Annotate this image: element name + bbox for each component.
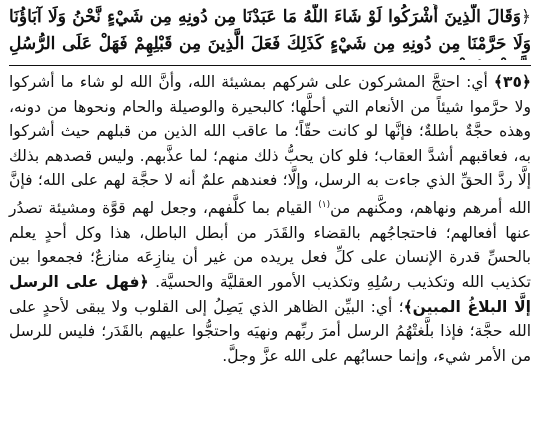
verse-open-bracket: ﴿: [521, 7, 531, 27]
separator-rule: [9, 65, 531, 66]
commentary-part-2: القيام بما كلَّفهم، وجعل لهم قوَّة ومشيئة تصدُر عنها أفعالهم؛ فاحتجاجُهم بالقضاء والقَدَر من أبطل الباطل، هذا وكل أحدٍ يعلم بالحسِّ قدرة الإنسان على كلِّ فعل يريده من غير أن ينازِعَه منازعٌ؛ فجمعوا بين تكذيب الله وتكذيب رسُلِهِ وتكذيب الأمور العقليَّة والحسيَّة.: [9, 199, 531, 291]
commentary-text: [9, 70, 531, 368]
quoted-verse: ﴿فهل على الرسل إلَّا البلاغُ المبين﴾: [9, 272, 531, 316]
verse-text: وَقَالَ الَّذِينَ أَشْرَكُوا لَوْ شَاءَ اللَّهُ مَا عَبَدْنَا مِن دُونِهِ مِن شَيْءٍ نَّحْنُ وَلَا آبَاؤُنَا وَلَا حَرَّمْنَا مِن دُونِهِ مِن شَيْءٍ كَذَلِكَ فَعَلَ الَّذِينَ مِن قَبْلِهِمْ فَهَلْ عَلَى الرُّسُلِ: [9, 7, 531, 54]
quran-verse: [9, 4, 531, 60]
footnote-marker: (١): [318, 199, 331, 210]
commentary-part-3: ؛ أي: البيِّن الظاهر الذي يَصِلُ إلى القلوب ولا يبقى لأحدٍ على الله حجَّة؛ فإذا بلَّغتْهُمُ الرسل أمرَ ربِّهم ونهيَه واحتجُّوا عليهم بالقَدَر؛ فليس للرسل من الأمر شيء، وإنما حسابُهم على الله عزَّ وجلَّ.: [9, 297, 531, 365]
commentary-verse-number: ﴿٣٥﴾: [493, 73, 531, 91]
commentary-part-1: أي: احتجَّ المشركون على شركهم بمشيئة الله، وأنَّ الله لو شاء ما أشركوا ولا حرَّموا شيئاً من الأنعام التي أحلَّها؛ كالبحيرة والوصيلة والحام ونحوها من دونه، وهذه حجَّةٌ باطلةٌ؛ فإنَّها لو كانت حقّاً؛ ما عاقب الله الذين من قبلهم حيث أشركوا به، فعاقبهم أشدَّ العقاب؛ فلو كان يحبُّ ذلك منهم؛ لما عذَّبهم. وليس قصدهم بذلك إلَّا ردَّ الحقِّ الذي جاءت به الرسل، وإلَّا؛ فعندهم علمٌ أنه لا حجَّة لهم على الله؛ فإنَّ الله أمرهم ونهاهم، ومكَّنهم من: [9, 73, 531, 218]
